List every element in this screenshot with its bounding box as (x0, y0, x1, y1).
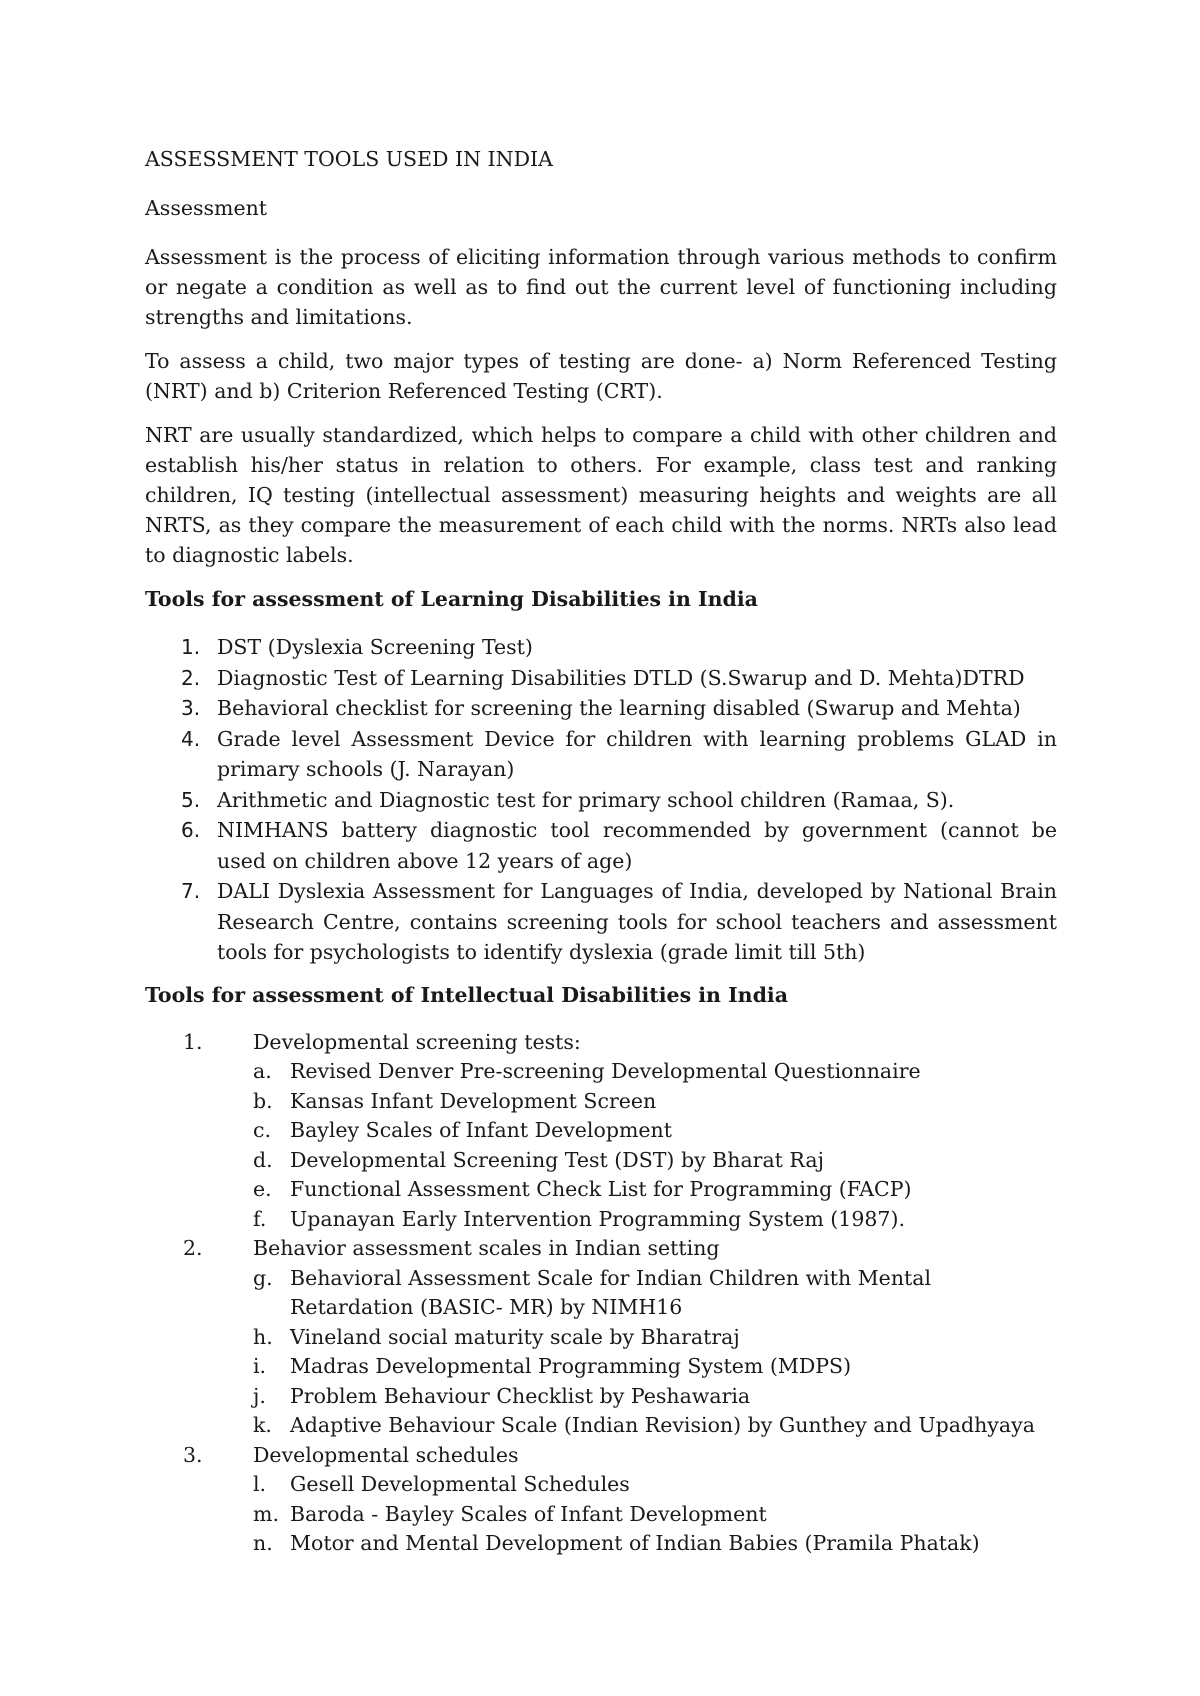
list-number: 6. (181, 818, 201, 842)
sub-letter: f. (253, 1206, 267, 1231)
paragraph-definition: Assessment is the process of eliciting information through various methods to confirm or negate a condition as well as to find out the current level of functioning including strengths and limitations. (145, 245, 1057, 329)
paragraph-nrt: NRT are usually standardized, which helps to compare a child with other children and establish his/her status in relation to others. For example, class test and ranking children, IQ testing (intellectual assessment) measuring heights and weights are all NRTS, as they compare the measurement of each child with the norms. NRTs also lead to diagnostic labels. (145, 423, 1057, 567)
sub-letter: n. (253, 1531, 273, 1555)
sub-item-text: Kansas Infant Development Screen (290, 1088, 657, 1113)
list-number: 3. (181, 696, 201, 720)
section-subheading: Assessment (145, 196, 268, 220)
list-item (145, 632, 1057, 663)
group-number: 1. (183, 1029, 203, 1054)
group-label: Developmental schedules (253, 1442, 519, 1467)
list-number: 2. (181, 665, 201, 690)
sub-item-text: Behavioral Assessment Scale for Indian Children with Mental Retardation (BASIC- MR) by NIMH16 (290, 1265, 932, 1319)
document-title: ASSESSMENT TOOLS USED IN INDIA (145, 147, 553, 171)
ld-tool-list (145, 632, 1057, 968)
sub-item-text: Baroda - Bayley Scales of Infant Development (290, 1501, 767, 1526)
sub-item-text: Vineland social maturity scale by Bharatraj (290, 1324, 740, 1349)
list-item (145, 663, 1057, 694)
paragraph-testing-types: To assess a child, two major types of testing are done- a) Norm Referenced Testing (NRT) and b) Criterion Referenced Testing (CRT). (145, 349, 1057, 403)
sub-list-item (145, 1205, 1057, 1235)
list-item-text: Grade level Assessment Device for children with learning problems GLAD in primary schools (J. Narayan) (217, 726, 1057, 781)
sub-letter: d. (253, 1147, 273, 1172)
list-item (145, 693, 1057, 724)
group-number: 2. (183, 1236, 203, 1260)
sub-list-item (145, 1057, 1057, 1087)
id-heading: Tools for assessment of Intellectual Disabilities in India (145, 982, 788, 1007)
sub-item-text: Adaptive Behaviour Scale (Indian Revision) by Gunthey and Upadhyaya (290, 1413, 1035, 1437)
list-number: 4. (181, 726, 201, 751)
list-item (145, 815, 1057, 876)
sub-letter: i. (253, 1354, 267, 1378)
sub-list-item (145, 1470, 1057, 1500)
id-tool-list (145, 1028, 1057, 1559)
list-number: 7. (181, 879, 201, 903)
sub-list-item (145, 1352, 1057, 1382)
sub-item-text: Problem Behaviour Checklist by Peshawaria (290, 1383, 751, 1408)
sub-list-item (145, 1411, 1057, 1441)
group-number: 3. (183, 1442, 203, 1467)
sub-letter: c. (253, 1118, 271, 1142)
id-group-header (145, 1028, 1057, 1058)
sub-item-text: Gesell Developmental Schedules (290, 1472, 630, 1496)
sub-letter: m. (253, 1501, 279, 1526)
list-number: 1. (181, 635, 201, 659)
list-item-text: Diagnostic Test of Learning Disabilities DTLD (S.Swarup and D. Mehta)DTRD (217, 665, 1025, 690)
sub-letter: g. (253, 1265, 273, 1290)
sub-item-text: Revised Denver Pre-screening Developmental Questionnaire (290, 1059, 921, 1083)
list-item-text: DALI Dyslexia Assessment for Languages of India, developed by National Brain Research Centre, contains screening tools for school teachers and assessment tools for psychologists to identify dyslexia (grade limit till 5th) (217, 879, 1057, 964)
sub-item-text: Developmental Screening Test (DST) by Bharat Raj (290, 1147, 824, 1172)
id-group-header (145, 1441, 1057, 1471)
list-item-text: Behavioral checklist for screening the learning disabled (Swarup and Mehta) (217, 696, 1021, 720)
sub-list-item (145, 1175, 1057, 1205)
list-item-text: NIMHANS battery diagnostic tool recommended by government (cannot be used on children above 12 years of age) (217, 818, 1057, 873)
sub-list-item (145, 1264, 1057, 1323)
document-body (145, 144, 1057, 1559)
sub-letter: a. (253, 1059, 272, 1083)
list-item (145, 785, 1057, 816)
sub-item-text: Upanayan Early Intervention Programming System (1987). (290, 1206, 905, 1231)
id-group-header (145, 1234, 1057, 1264)
list-item-text: Arithmetic and Diagnostic test for primary school children (Ramaa, S). (217, 787, 955, 812)
sub-item-text: Madras Developmental Programming System (MDPS) (290, 1354, 852, 1378)
list-item (145, 724, 1057, 785)
list-number: 5. (181, 787, 201, 812)
sub-letter: k. (253, 1413, 272, 1437)
sub-letter: l. (253, 1472, 267, 1496)
group-label: Developmental screening tests: (253, 1029, 581, 1054)
group-label: Behavior assessment scales in Indian setting (253, 1236, 720, 1260)
list-item (145, 876, 1057, 968)
sub-list-item (145, 1087, 1057, 1117)
sub-item-text: Bayley Scales of Infant Development (290, 1118, 672, 1142)
sub-list-item (145, 1500, 1057, 1530)
sub-letter: e. (253, 1177, 272, 1201)
sub-list-item (145, 1323, 1057, 1353)
sub-letter: b. (253, 1088, 273, 1113)
sub-item-text: Motor and Mental Development of Indian Babies (Pramila Phatak) (290, 1531, 980, 1555)
ld-heading: Tools for assessment of Learning Disabilities in India (145, 587, 758, 611)
sub-letter: j. (253, 1383, 266, 1408)
sub-item-text: Functional Assessment Check List for Programming (FACP) (290, 1177, 912, 1201)
sub-list-item (145, 1116, 1057, 1146)
sub-list-item (145, 1146, 1057, 1176)
sub-letter: h. (253, 1324, 273, 1349)
sub-list-item (145, 1529, 1057, 1559)
sub-list-item (145, 1382, 1057, 1412)
list-item-text: DST (Dyslexia Screening Test) (217, 635, 533, 659)
